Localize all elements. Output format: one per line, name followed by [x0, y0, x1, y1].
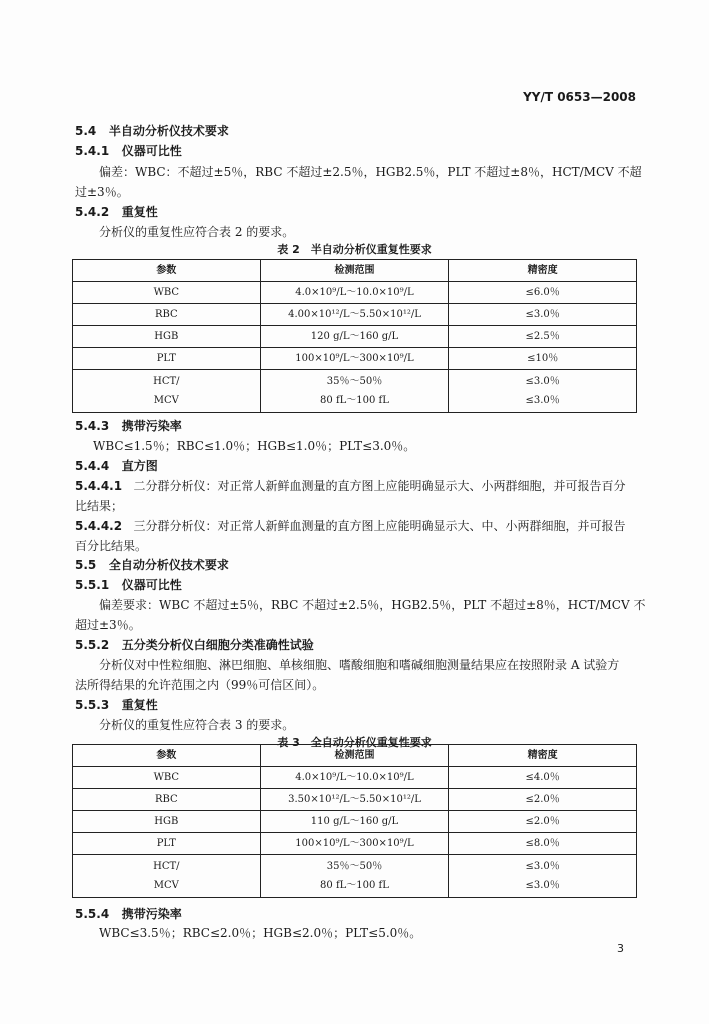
paragraph-line: 过±3％。	[75, 185, 129, 199]
paragraph-line: WBC≤3.5％；RBC≤2.0％；HGB≤2.0％；PLT≤5.0％。	[99, 926, 422, 940]
section-5-4-2-heading	[75, 203, 158, 220]
table-row	[73, 855, 637, 898]
section-title: 重复性	[121, 205, 158, 219]
range-cell: 4.00×10¹²/L～5.50×10¹²/L	[260, 304, 449, 326]
section-5-5-3-heading	[75, 696, 158, 713]
section-title: 携带污染率	[121, 419, 182, 433]
section-number: 5.4	[75, 124, 97, 138]
section-number: 5.5.4	[75, 907, 110, 921]
paragraph-line: 百分比结果。	[75, 539, 148, 553]
range-cell: 100×10⁹/L～300×10⁹/L	[260, 348, 449, 370]
range-line: 35％～50％	[326, 376, 383, 387]
section-title: 仪器可比性	[121, 144, 182, 158]
precision-cell: ≤6.0％	[449, 282, 637, 304]
precision-line: ≤3.0％	[525, 395, 560, 406]
table-2-caption: 表 2 半自动分析仪重复性要求	[277, 243, 432, 256]
precision-cell: ≤2.5％	[449, 326, 637, 348]
paragraph-text: 二分群分析仪：对正常人新鲜血测量的直方图上应能明确显示大、小两群细胞，并可报告百分	[133, 479, 626, 493]
param-line: HCT/	[153, 861, 180, 872]
section-title: 五分类分析仪白细胞分类准确性试验	[121, 638, 314, 652]
paragraph-line: 偏差：WBC：不超过±5％，RBC 不超过±2.5％，HGB2.5％，PLT 不超过±8％，HCT/MCV 不超	[99, 165, 642, 179]
param-line: MCV	[153, 880, 179, 891]
precision-cell	[449, 855, 637, 898]
paragraph-line: 超过±3％。	[75, 618, 141, 632]
param-line: HCT/	[153, 376, 180, 387]
section-5-5-1-heading	[75, 576, 182, 593]
section-5-4-heading	[75, 122, 229, 139]
section-5-5-2-heading	[75, 636, 314, 653]
column-header: 参数	[73, 745, 261, 767]
paragraph-line: 分析仪的重复性应符合表 3 的要求。	[99, 718, 295, 732]
range-cell: 100×10⁹/L～300×10⁹/L	[260, 833, 449, 855]
precision-line: ≤3.0％	[525, 861, 560, 872]
section-title: 重复性	[121, 698, 158, 712]
param-cell: PLT	[73, 348, 261, 370]
precision-line: ≤3.0％	[525, 376, 560, 387]
paragraph-line: 比结果；	[75, 499, 124, 513]
param-cell	[73, 370, 261, 413]
range-cell: 3.50×10¹²/L～5.50×10¹²/L	[260, 789, 449, 811]
param-cell: HGB	[73, 326, 261, 348]
table-row	[73, 348, 637, 370]
section-title: 携带污染率	[121, 907, 182, 921]
param-cell: PLT	[73, 833, 261, 855]
section-5-5-4-heading	[75, 905, 182, 922]
table-header-row	[73, 260, 637, 282]
section-5-4-1-heading	[75, 142, 182, 159]
param-line: MCV	[153, 395, 179, 406]
section-number: 5.5	[75, 558, 97, 572]
param-cell: WBC	[73, 767, 261, 789]
section-title: 全自动分析仪技术要求	[108, 558, 229, 572]
param-cell: RBC	[73, 789, 261, 811]
range-cell: 4.0×10⁹/L～10.0×10⁹/L	[260, 282, 449, 304]
precision-cell: ≤8.0％	[449, 833, 637, 855]
table-row	[73, 370, 637, 413]
paragraph-line: 偏差要求：WBC 不超过±5％，RBC 不超过±2.5％，HGB2.5％，PLT 不超过±8％，HCT/MCV 不	[99, 598, 646, 612]
section-title: 直方图	[121, 459, 158, 473]
precision-line: ≤3.0％	[525, 880, 560, 891]
range-cell	[260, 370, 449, 413]
section-number: 5.4.4.2	[75, 519, 123, 533]
section-5-5-heading	[75, 556, 229, 573]
column-header: 检测范围	[260, 745, 449, 767]
table-row	[73, 282, 637, 304]
section-number: 5.4.4.1	[75, 479, 123, 493]
section-number: 5.4.4	[75, 459, 110, 473]
precision-cell: ≤3.0％	[449, 304, 637, 326]
section-number: 5.5.1	[75, 578, 110, 592]
range-cell: 4.0×10⁹/L～10.0×10⁹/L	[260, 767, 449, 789]
paragraph-line: 分析仪对中性粒细胞、淋巴细胞、单核细胞、嗜酸细胞和嗜碱细胞测量结果应在按照附录 A 试验方	[99, 658, 620, 672]
paragraph-text: 三分群分析仪：对正常人新鲜血测量的直方图上应能明确显示大、中、小两群细胞，并可报告	[133, 519, 626, 533]
precision-cell: ≤2.0％	[449, 811, 637, 833]
precision-cell: ≤4.0％	[449, 767, 637, 789]
table-row	[73, 789, 637, 811]
section-5-4-4-heading	[75, 457, 158, 474]
range-line: 80 fL～100 fL	[320, 880, 389, 891]
param-cell: WBC	[73, 282, 261, 304]
column-header: 检测范围	[260, 260, 449, 282]
section-number: 5.5.2	[75, 638, 110, 652]
paragraph-line	[75, 477, 626, 494]
table-row	[73, 833, 637, 855]
section-number: 5.4.1	[75, 144, 110, 158]
column-header: 精密度	[449, 260, 637, 282]
column-header: 精密度	[449, 745, 637, 767]
table-3	[72, 744, 637, 898]
precision-cell: ≤2.0％	[449, 789, 637, 811]
section-title: 半自动分析仪技术要求	[108, 124, 229, 138]
range-cell	[260, 855, 449, 898]
table-header-row	[73, 745, 637, 767]
section-5-4-3-heading	[75, 417, 182, 434]
column-header: 参数	[73, 260, 261, 282]
section-number: 5.4.3	[75, 419, 110, 433]
param-cell	[73, 855, 261, 898]
paragraph-line: WBC≤1.5％；RBC≤1.0％；HGB≤1.0％；PLT≤3.0％。	[93, 439, 416, 453]
range-line: 80 fL～100 fL	[320, 395, 389, 406]
table-row	[73, 811, 637, 833]
table-3-caption: 表 3 全自动分析仪重复性要求	[277, 736, 432, 749]
page-number: 3	[617, 942, 624, 955]
paragraph-line: 法所得结果的允许范围之内（99％可信区间）。	[75, 678, 325, 692]
range-cell: 120 g/L～160 g/L	[260, 326, 449, 348]
precision-cell	[449, 370, 637, 413]
paragraph-line: 分析仪的重复性应符合表 2 的要求。	[99, 225, 295, 239]
range-cell: 110 g/L～160 g/L	[260, 811, 449, 833]
table-row	[73, 326, 637, 348]
section-title: 仪器可比性	[121, 578, 182, 592]
section-number: 5.4.2	[75, 205, 110, 219]
precision-cell: ≤10％	[449, 348, 637, 370]
param-cell: HGB	[73, 811, 261, 833]
section-number: 5.5.3	[75, 698, 110, 712]
range-line: 35％～50％	[326, 861, 383, 872]
table-2	[72, 259, 637, 413]
table-row	[73, 304, 637, 326]
paragraph-line	[75, 517, 626, 534]
table-row	[73, 767, 637, 789]
param-cell: RBC	[73, 304, 261, 326]
standard-code: YY/T 0653—2008	[523, 90, 636, 104]
